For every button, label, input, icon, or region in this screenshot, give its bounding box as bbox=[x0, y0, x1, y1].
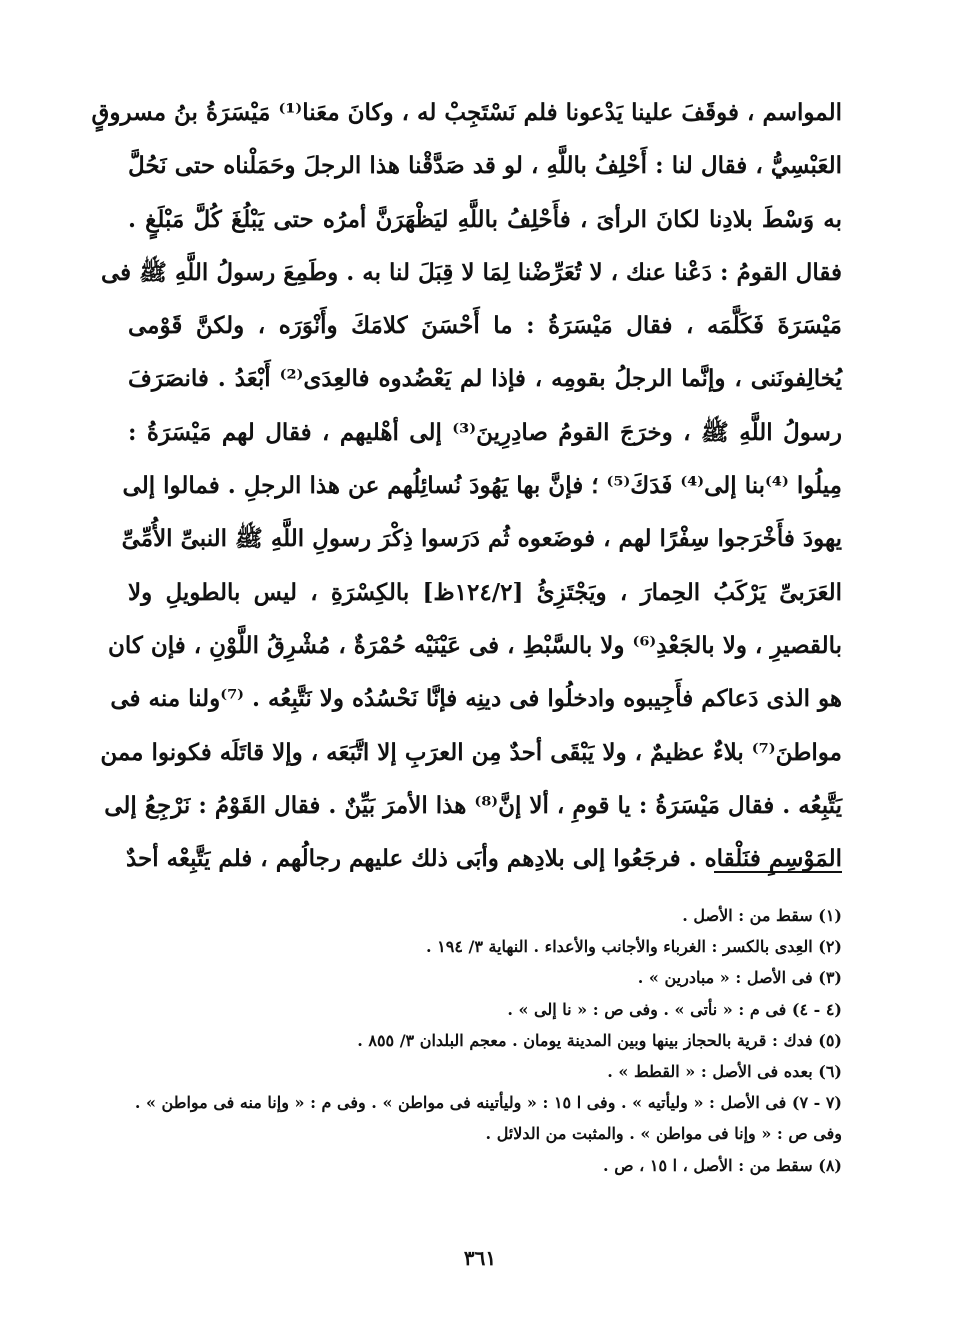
text-line: العَبْسِيُّ ، فقال لنا : أَحْلِفُ باللَّهِ ، لو قد صَدَّقْنا هذا الرجلَ وحَمَلْناه حتى نَحُلَّ bbox=[128, 152, 842, 180]
footnote: (٢) العِدى بالكسر : الغرباء والأجانب والأعداء . النهاية ٣/ ١٩٤ . bbox=[426, 937, 842, 957]
text-line: المَوْسِمِ فنَلْقاه . فرجَعُوا إلى بلادِهم وأبَى ذلك عليهم رجالُهم ، فلم يَتَّبِعْه أحدٌ bbox=[125, 845, 842, 873]
text-line: مواطنَ⁽⁷⁾ بلاءٌ عظيمٌ ، ولا يَبْقَى أحدٌ مِن العرَبِ إلا اتَّبَعَه ، وإلا قاتَلَه فكونوا ممن bbox=[100, 738, 842, 766]
text-line: يهودَ فأَخْرَجوا سِفْرًا لهم ، فوضَعوه ثُم دَرَسوا ذِكْرَ رسولِ اللَّهِ ﷺ النبىِّ الأُمِّىِّ bbox=[121, 525, 842, 553]
text-line: بالقصيرِ ، ولا بالجَعْدِ⁽⁶⁾ ولا بالسَّبْطِ ، فى عَيْنَيْه حُمْرَةٌ ، مُشْرِقُ اللَّوْنِ ، فإن كان bbox=[107, 631, 842, 659]
footnote: (٧ - ٧) فى الأصل : « وليأتيه » . وفى ا ١٥ : « وليأتينه فى مواطن » . وفى م : « وإنا منه فى مواطن » . bbox=[134, 1093, 842, 1113]
footnote: وفى ص : « وإنا فى مواطن » . والمثبت من الدلائل . bbox=[485, 1124, 842, 1144]
text-line: يُخالِفونَنى ، وإنَّما الرجلُ بقومِه ، فإذا لم يَعْضُدوه فالعِدَى⁽²⁾ أَبْعَدُ . فانصَرَفَ bbox=[128, 365, 842, 393]
footnote: (٦) بعده فى الأصل : « القطط » . bbox=[607, 1061, 842, 1081]
page-number: ٣٦١ bbox=[463, 1246, 497, 1270]
text-line: المواسم ، فوقَفَ علينا يَدْعونا فلم نَسْتَجِبْ له ، وكانَ معَنا⁽¹⁾ مَيْسَرَةُ بنُ مسروقٍ bbox=[91, 99, 842, 126]
text-line: العَرَبىِّ يَرْكَبُ الحِمارَ ، ويَجْتَزِئُ [١٢٤/٢ظ] بالكِسْرَةِ ، ليس بالطويلِ ولا bbox=[128, 578, 842, 606]
text-line: مِيلُوا ⁽⁴⁾بنا إلى⁽⁴⁾ فَدَكَ⁽⁵⁾ ؛ فإنَّ بها يَهُودَ نُسائِلُهم عن هذا الرجلِ . فمالوا إلى bbox=[122, 472, 842, 500]
footnote: (٣) فى الأصل : « مبادرين » . bbox=[637, 968, 842, 988]
text-line: مَيْسَرَةَ فَكَلَّمَه ، فقال مَيْسَرَةُ : ما أَحْسَنَ كلامَكَ وأَنْوَرَه ، ولكنَّ قَوْمى bbox=[128, 312, 842, 340]
footnote: (٨) سقط من : الأصل ، ا ١٥ ، ص . bbox=[603, 1155, 842, 1175]
text-line: رسولُ اللَّهِ ﷺ ، وخرَجَ القومُ صادِرِينَ⁽³⁾ إلى أهْليهم ، فقال لهم مَيْسَرَةُ : bbox=[128, 418, 843, 446]
text-line: يَتَّبِعُه . فقال مَيْسَرَةُ : يا قومِ ، ألا إنَّ⁽⁸⁾ هذا الأمرَ بَيِّنٌ . فقال القَوْمُ : نَرْجِعُ إلى bbox=[104, 791, 842, 819]
text-line: هو الذى دَعاكم فأَجِيبوه وادخلُوا فى دينِه فإنَّا نَحْسُدُه ولا نَتَّبِعُه . ⁽⁷⁾ولنا منه فى bbox=[110, 685, 842, 713]
main-text bbox=[91, 86, 843, 885]
text-line: به وَسْطَ بلادِنا لكانَ الرأىَ ، فأَحْلِفُ باللَّهِ ليَظْهَرَنَّ أمرُه حتى يَبْلُغَ كُلَّ مَبْلَغٍ . bbox=[128, 205, 842, 233]
footnote-separator bbox=[714, 871, 842, 873]
footnote: (٥) فدك : قرية بالحجاز بينها وبين المدينة يومان . معجم البلدان ٣/ ٨٥٥ . bbox=[357, 1030, 842, 1050]
footnote: (٤ - ٤) فى م : « نأتى » . وفى ص : « نا إلى » . bbox=[507, 999, 842, 1019]
footnote: (١) سقط من : الأصل . bbox=[682, 906, 842, 925]
text-line: فقال القومُ : دَعْنا عنك ، لا تُعَرِّضْنا لِمَا لا قِبَلَ لنا به . وطَمِعَ رسولُ اللَّهِ ﷺ فى bbox=[101, 258, 842, 286]
footnotes bbox=[128, 900, 842, 1181]
